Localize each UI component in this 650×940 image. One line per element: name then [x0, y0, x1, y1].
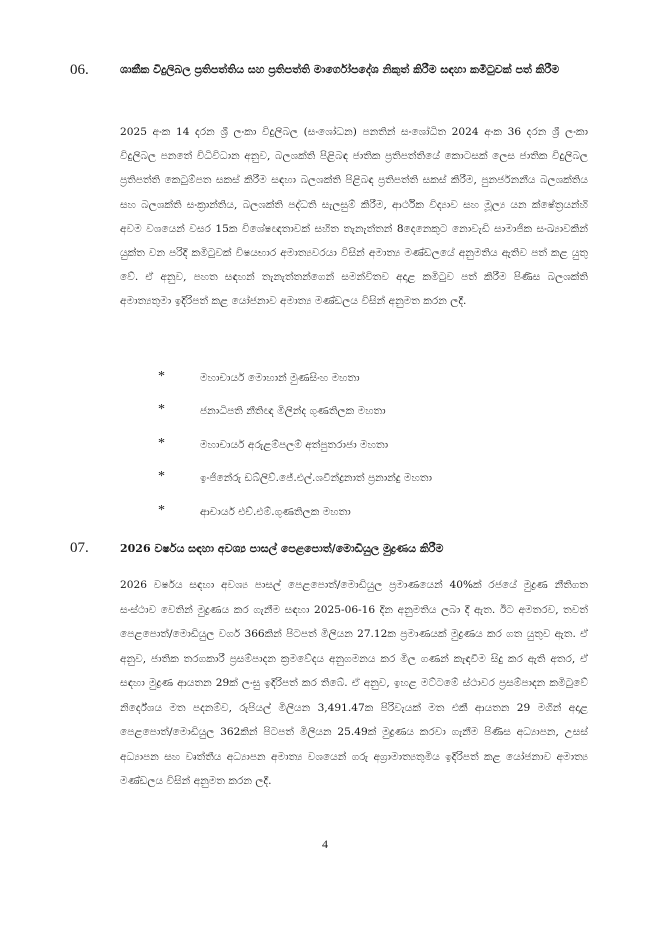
member-name: ඉංජිනේරු ඩබ්ලිව්.ජේ.එල්.ශවීන්ද්‍රනාත් ප්‍රනාන්දු මහතා [200, 472, 432, 485]
member-name: මහාචාර්ය අරුළම්පලම් අත්පුතරාජා මහතා [200, 438, 389, 451]
section-06-title: ශාකීක විදුලිබල ප්‍රතිපත්තිය සහ ප්‍රතිපත්ති මාර්ගෝපදේශ නිකුත් කිරීම සඳහා කමිටුවක් පත් කිරීම [120, 63, 560, 76]
bullet-star-icon: * [158, 402, 165, 418]
bullet-star-icon: * [158, 435, 165, 451]
list-item [158, 501, 578, 534]
list-item [158, 434, 578, 467]
member-name: ජනාධිපති නීතිඥ මිලින්ද ගුණතිලක මහතා [200, 405, 386, 418]
list-item [158, 400, 578, 433]
member-name: මහාචාර්ය මොහාන් මුණසිංහ මහතා [200, 372, 360, 384]
section-06-number: 06. [70, 62, 89, 78]
page-number: 4 [322, 837, 328, 851]
section-06-body: 2025 අංක 14 දරන ශ්‍රී ලංකා විදුලිබල (සංශෝධන) පනතින් සංශෝධිත 2024 අංක 36 දරන ශ්‍රී ලංකා විදුලිබල පනතේ විධිවිධාන අනුව, බලශක්ති පිළිබඳ ජාතික ප්‍රතිපත්තියේ කොටසක් ලෙස ජාතික විදුලිබල ප්‍රතිපත්ති කෙටුම්පත සකස් කිරීම සඳහා බලශක්ති පිළිබඳ ප්‍රතිපත්ති සකස් කිරීම, පුනර්ජනනීය බලශක්තිය සහ බලශක්ති සංක්‍රාන්තිය, බලශක්ති පද්ධති සැලසුම් කිරීම, ආර්ථික විද්‍යාව සහ මූල්‍ය යන ක්ෂේත්‍රයන්හි අවම වශයෙන් වසර 15ක විශේෂඥතාවක් සහිත තැනැත්තන් 8දෙනෙකුට නොවැඩි සාමාජික සංඛ්‍යාවකින් යුක්ත වන පරිදි කමිටුවක් විෂයභාර අමාත්‍යවරයා විසින් අමාත්‍ය මණ්ඩලයේ අනුමතිය ඇතිව පත් කළ යුතු වේ. ඒ අනුව, පහත සඳහන් තැනැත්තන්ගෙන් සමන්විතව අදාළ කමිටුව පත් කිරීම පිණිස බලශක්ති අමාත්‍යතුමා ඉදිරිපත් කළ යෝජනාව අමාත්‍ය මණ්ඩලය විසින් අනුමත කරන ලදී. [120, 126, 588, 308]
section-07-body: 2026 වර්ෂය සඳහා අවශ්‍ය පාසල් පෙළපොත්/මොඩියුල ප්‍රමාණයෙන් 40%ක් රජයේ මුද්‍රණ නීතිගත සංස්ථාව වෙතින් මුද්‍රණය කර ගැනීම සඳහා 2025-06-16 දින අනුමතිය ලබා දී ඇත. ඊට අමතරව, තවත් පෙළපොත්/මොඩියුල වර්ග 366කින් පිටපත් මිලියන 27.12ක ප්‍රමාණයක් මුද්‍රණය කර ගත යුතුව ඇත. ඒ අනුව, ජාතික තරගකාරී ප්‍රසම්පාදන ක්‍රමවේදය අනුගමනය කර මිල ගණන් කැඳවීම සිදු කර ඇති අතර, ඒ සඳහා මුද්‍රණ ආයතන 29ක් ලංසු ඉදිරිපත් කර තිබේ. ඒ අනුව, ඉහළ මට්ටමේ ස්ථාවර ප්‍රසම්පාදන කමිටුවේ නිර්දේශය මත පදනම්ව, රුපියල් මිලියන 3,491.47ක පිරිවැයක් මත එකී ආයතන 29 මගින් අදාළ පෙළපොත්/මොඩියුල 362කින් පිටපත් මිලියන 25.49ක් මුද්‍රණය කරවා ගැනීම පිණිස අධ්‍යාපන, උසස් අධ්‍යාපන සහ වෘත්තීය අධ්‍යාපන අමාත්‍ය වශයෙන් ගරු අග්‍රාමාත්‍යතුමිය ඉදිරිපත් කළ යෝජනාව අමාත්‍ය මණ්ඩලය විසින් අනුමත කරන ලදී. [120, 579, 588, 787]
bullet-star-icon: * [158, 369, 165, 384]
list-item [158, 367, 578, 400]
section-07-number: 07. [70, 540, 89, 556]
bullet-star-icon: * [158, 502, 165, 518]
list-item [158, 467, 578, 500]
section-07-title: 2026 වර්ෂය සඳහා අවශ්‍ය පාසල් පෙළපොත්/මොඩියුල මුද්‍රණය කිරීම [120, 542, 444, 555]
member-name: ආචාර්ය එච්.එම්.ගුණතිලක මහතා [200, 505, 351, 518]
bullet-star-icon: * [158, 469, 165, 485]
committee-member-list [158, 367, 578, 534]
